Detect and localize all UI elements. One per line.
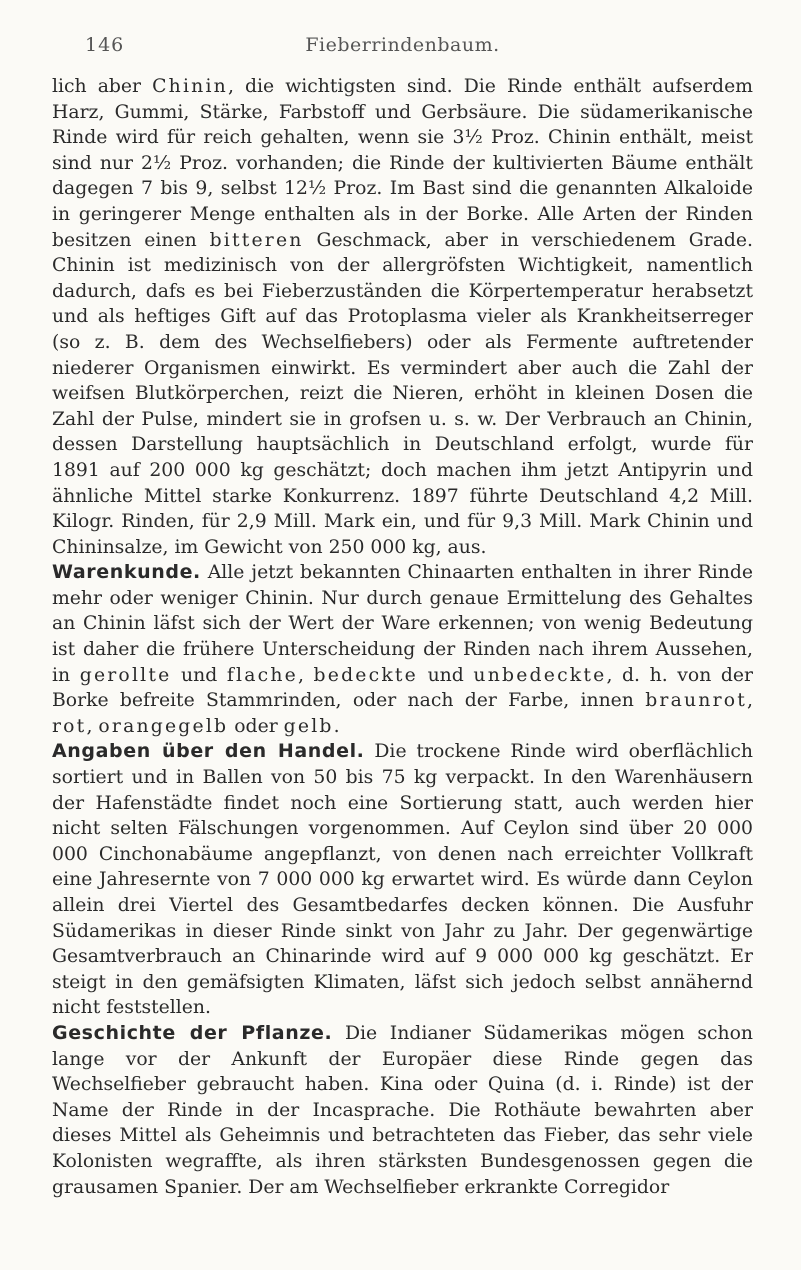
spaced-term: orangegelb: [98, 715, 229, 737]
spaced-term: gerollte: [79, 664, 172, 686]
text-run: ,: [297, 664, 314, 686]
paragraph-chinin: [52, 74, 753, 560]
section-heading: Angaben über den Handel.: [52, 740, 365, 763]
text-run: , die wichtigsten sind. Die Rinde enthält aufserdem Harz, Gummi, Stärke, Farbstoff und Gerbsäure. Die südamerikanische Rinde wird für reich gehalten, wenn sie 3½ Proz. Chinin enthält, meist sind nur 2½ Proz. vorhanden; die Rinde der kultivierten Bäume enthält dagegen 7 bis 9, selbst 12½ Proz. Im Bast sind die genannten Alkaloide in geringerer Menge enthalten als in der Borke. Alle Arten der Rinden besitzen einen: [52, 76, 753, 251]
body-text: [52, 74, 753, 1200]
text-run: Die Indianer Südamerikas mögen schon lange vor der Ankunft der Europäer diese Rinde gegen das Wechselfieber gebraucht haben. Kina oder Quina (d. i. Rinde) ist der Name der Rinde in der Incasprache. Die Rothäute bewahrten aber dieses Mittel als Geheimnis und betrachteten das Fieber, das sehr viele Kolonisten wegraffte, als ihren stärksten Bundesgenossen gegen die grausamen Spanier. Der am Wechselfieber erkrankte Corregidor: [52, 1022, 753, 1198]
text-run: und: [417, 664, 474, 686]
paragraph-warenkunde: [52, 560, 753, 739]
paragraph-handel: [52, 739, 753, 1021]
text-run: lich aber: [52, 76, 153, 97]
text-run: , d. h. von der Borke befreite Stammrinden, oder nach der Farbe, innen: [52, 664, 754, 712]
paragraph-geschichte: [52, 1021, 753, 1200]
text-run: und: [171, 664, 227, 686]
section-heading: Geschichte der Pflanze.: [52, 1021, 333, 1044]
section-heading: Warenkunde.: [52, 561, 201, 584]
text-run: Die trockene Rinde wird oberflächlich sortiert und in Ballen von 50 bis 75 kg verpackt. In den Warenhäusern der Hafenstädte findet noch eine Sortierung statt, auch werden hier nicht selten Fälschungen vorgenommen. Auf Ceylon sind über 20 000 000 Cinchonabäume angepflanzt, von denen nach erreichter Vollkraft eine Jahresernte von 7 000 000 kg erwartet wird. Es würde dann Ceylon allein drei Viertel des Gesamtbedarfes decken können. Die Ausfuhr Südamerikas in dieser Rinde sinkt von Jahr zu Jahr. Der gegenwärtige Gesamtverbrauch an Chinarinde wird auf 9 000 000 kg geschätzt. Er steigt in den gemäfsigten Klimaten, läfst sich jedoch selbst annähernd nicht feststellen.: [52, 741, 753, 1019]
page-number: 146: [85, 34, 125, 56]
spaced-term: braunrot: [645, 690, 748, 712]
text-run: ,: [747, 690, 753, 712]
spaced-term: flache: [226, 664, 298, 686]
text-run: Geschmack, aber in verschiedenem Grade. Chinin ist medizinisch von der allergröfsten Wichtigkeit, namentlich dadurch, dafs es bei Fieberzuständen die Körpertemperatur herabsetzt und als heftiges Gift auf das Protoplasma vieler als Krankheitserreger (so z. B. dem des Wechselfiebers) oder als Fermente auftretender niederer Organismen einwirkt. Es vermindert aber auch die Zahl der weifsen Blutkörperchen, reizt die Nieren, erhöht in kleinen Dosen die Zahl der Pulse, mindert sie in grofsen u. s. w. Der Verbrauch an Chinin, dessen Darstellung hauptsächlich in Deutschland erfolgt, wurde für 1891 auf 200 000 kg geschätzt; doch machen ihm jetzt Antipyrin und ähnliche Mittel starke Konkurrenz. 1897 führte Deutschland 4,2 Mill. Kilogr. Rinden, für 2,9 Mill. Mark ein, und für 9,3 Mill. Mark Chinin und Chininsalze, im Gewicht von 250 000 kg, aus.: [52, 229, 753, 558]
text-run: Alle jetzt bekannten Chinaarten enthalten in ihrer Rinde mehr oder weniger Chinin. Nur durch genaue Ermittelung des Gehaltes an Chinin läfst sich der Wert der Ware erkennen; von wenig Bedeutung ist daher die frühere Unterscheidung der Rinden nach ihrem Aussehen, in: [52, 562, 753, 686]
text-run: .: [333, 715, 340, 737]
running-title: Fieberrindenbaum.: [305, 34, 500, 56]
text-run: ,: [86, 715, 99, 737]
spaced-term: bitteren: [209, 229, 304, 251]
page-header: [52, 34, 753, 74]
spaced-term: rot: [52, 715, 87, 737]
spaced-term: bedeckte: [313, 664, 418, 686]
text-run: oder: [228, 715, 284, 737]
spaced-term: Chinin: [152, 76, 228, 97]
spaced-term: gelb: [283, 715, 334, 737]
spaced-term: unbedeckte: [473, 664, 607, 686]
